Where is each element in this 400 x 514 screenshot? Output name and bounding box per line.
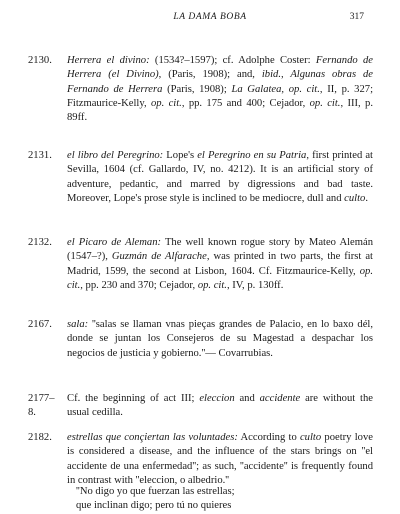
- note-text: Herrera el divino: (1534?–1597); cf. Adolphe Coster: Fernando de Herrera (el Divino), (Paris, 1908); and, ibid., Algunas obras de Fernando de Herrera (Paris, 1908); La Galatea, op. cit., II, p. 327; Fitzmaurice-Kelly, op. cit., pp. 175 and 400; Cejador, op. cit., III, p. 89ff.: [67, 55, 374, 124]
- verse-line: que inclinan digo; pero tú no quieres: [76, 500, 232, 512]
- note-text: estrellas que conçiertan las voluntades: According to culto poetry love is considered a disease, and the influence of the stars brings on ''el accidente de una enfermedad''; as such, ''accidente'' is frequently found in contrast with ''eleccion, o albedrio.'': [67, 432, 373, 486]
- note-text: el Picaro de Aleman: The well known rogue story by Mateo Alemán (1547–?), Guzmán de Alfarache, was printed in two parts, the first at Madrid, 1599, the second at Lisbon, 1604. Cf. Fitzmaurice-Kelly, op. cit., pp. 230 and 370; Cejador, op. cit., IV, p. 130ff.: [67, 237, 373, 291]
- note-text: sala: ''salas se llaman vnas pieças grandes de Palacio, en lo baxo dél, donde se juntan los Consejeros de su Magestad a despachar los negocios de justicia y gobierno.''— Covarrubias.: [67, 319, 373, 359]
- note-2177-8: [28, 392, 373, 421]
- lemma: Herrera el divino:: [67, 55, 150, 66]
- page-number: 317: [349, 12, 364, 22]
- lemma: estrellas que conçiertan las voluntades:: [67, 432, 238, 443]
- note-2132: [28, 236, 373, 293]
- verse-quotation: [76, 485, 235, 514]
- verse-line: ''No digo yo que fuerzan las estrellas;: [76, 486, 235, 497]
- note-2130: [28, 54, 373, 125]
- note-2131: [28, 149, 373, 206]
- note-number: 2131.: [28, 150, 52, 161]
- note-2167: [28, 318, 373, 361]
- lemma: el Picaro de Aleman:: [67, 237, 162, 248]
- note-2182: [28, 431, 373, 488]
- running-title: LA DAMA BOBA: [173, 12, 247, 22]
- note-number: 2130.: [28, 55, 52, 66]
- note-number: 2132.: [28, 237, 52, 248]
- lemma: el libro del Peregrino:: [67, 150, 164, 161]
- note-text: el libro del Peregrino: Lope's el Peregrino en su Patria, first printed at Sevilla, 1604 (cf. Gallardo, IV, no. 4212). It is an artificial story of adventure, pedantic, and marred by digressions and bad taste. Moreover, Lope's prose style is inclined to be mediocre, dull and culto.: [67, 150, 373, 204]
- note-number: 2167.: [28, 319, 52, 330]
- lemma: sala:: [67, 319, 89, 330]
- note-number: 2177–8.: [28, 393, 55, 419]
- note-number: 2182.: [28, 432, 52, 443]
- note-text: Cf. the beginning of act III; eleccion and accidente are without the usual cedilla.: [67, 393, 373, 419]
- running-header: [56, 12, 364, 24]
